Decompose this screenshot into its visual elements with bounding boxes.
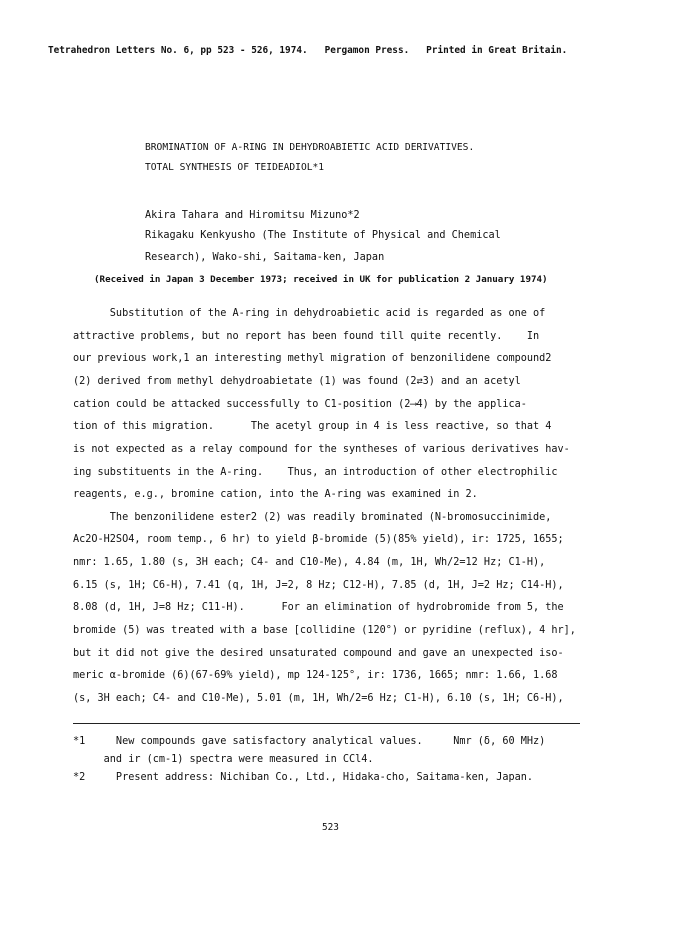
body-line: 8.08 (d, 1H, J=8 Hz; C11-H). For an elimination of hydrobromide from 5, the bbox=[73, 602, 564, 613]
body-line: Substitution of the A-ring in dehydroabietic acid is regarded as one of bbox=[73, 308, 546, 319]
body-line: is not expected as a relay compound for the syntheses of various derivatives hav- bbox=[73, 444, 570, 455]
body-line: nmr: 1.65, 1.80 (s, 3H each; C4- and C10-Me), 4.84 (m, 1H, Wh/2=12 Hz; C1-H), bbox=[73, 557, 546, 568]
body-line: tion of this migration. The acetyl group in 4 is less reactive, so that 4 bbox=[73, 421, 552, 432]
received-dates: (Received in Japan 3 December 1973; received in UK for publication 2 January 1974) bbox=[94, 274, 548, 285]
body-line: 6.15 (s, 1H; C6-H), 7.41 (q, 1H, J=2, 8 Hz; C12-H), 7.85 (d, 1H, J=2 Hz; C14-H), bbox=[73, 580, 564, 591]
footnote-divider bbox=[73, 723, 580, 724]
body-line: our previous work,1 an interesting methyl migration of benzonilidene compound2 bbox=[73, 353, 552, 364]
body-line: bromide (5) was treated with a base [collidine (120°) or pyridine (reflux), 4 hr], bbox=[73, 625, 576, 636]
body-line: ing substituents in the A-ring. Thus, an introduction of other electrophilic bbox=[73, 467, 558, 478]
body-line: The benzonilidene ester2 (2) was readily brominated (N-bromosuccinimide, bbox=[73, 512, 552, 523]
page-number: 523 bbox=[322, 822, 339, 833]
footnote-line: *2 Present address: Nichiban Co., Ltd., Hidaka-cho, Saitama-ken, Japan. bbox=[73, 772, 534, 783]
body-line: meric α-bromide (6)(67-69% yield), mp 124-125°, ir: 1736, 1665; nmr: 1.66, 1.68 bbox=[73, 670, 558, 681]
body-line: Ac2O-H2SO4, room temp., 6 hr) to yield β-bromide (5)(85% yield), ir: 1725, 1655; bbox=[73, 534, 564, 545]
footnote-line: and ir (cm-1) spectra were measured in CCl4. bbox=[73, 754, 374, 765]
affiliation-line-1: Rikagaku Kenkyusho (The Institute of Physical and Chemical bbox=[145, 230, 501, 241]
affiliation-line-2: Research), Wako-shi, Saitama-ken, Japan bbox=[145, 252, 385, 263]
body-line: reagents, e.g., bromine cation, into the A-ring was examined in 2. bbox=[73, 489, 478, 500]
article-title-line-2: TOTAL SYNTHESIS OF TEIDEADIOL*1 bbox=[145, 162, 325, 173]
article-title-line-1: BROMINATION OF A-RING IN DEHYDROABIETIC ACID DERIVATIVES. bbox=[145, 142, 475, 153]
body-line: but it did not give the desired unsaturated compound and gave an unexpected iso- bbox=[73, 648, 564, 659]
body-line: attractive problems, but no report has been found till quite recently. In bbox=[73, 331, 540, 342]
body-line: cation could be attacked successfully to C1-position (2⟶4) by the applica- bbox=[73, 399, 527, 410]
journal-citation: Tetrahedron Letters No. 6, pp 523 - 526, 1974. Pergamon Press. Printed in Great Britain. bbox=[48, 45, 568, 56]
body-line: (s, 3H each; C4- and C10-Me), 5.01 (m, 1H, Wh/2=6 Hz; C1-H), 6.10 (s, 1H; C6-H), bbox=[73, 693, 564, 704]
body-line: (2) derived from methyl dehydroabietate (1) was found (2⇄3) and an acetyl bbox=[73, 376, 521, 387]
article-authors: Akira Tahara and Hiromitsu Mizuno*2 bbox=[145, 210, 360, 221]
footnote-line: *1 New compounds gave satisfactory analytical values. Nmr (δ, 60 MHz) bbox=[73, 736, 546, 747]
